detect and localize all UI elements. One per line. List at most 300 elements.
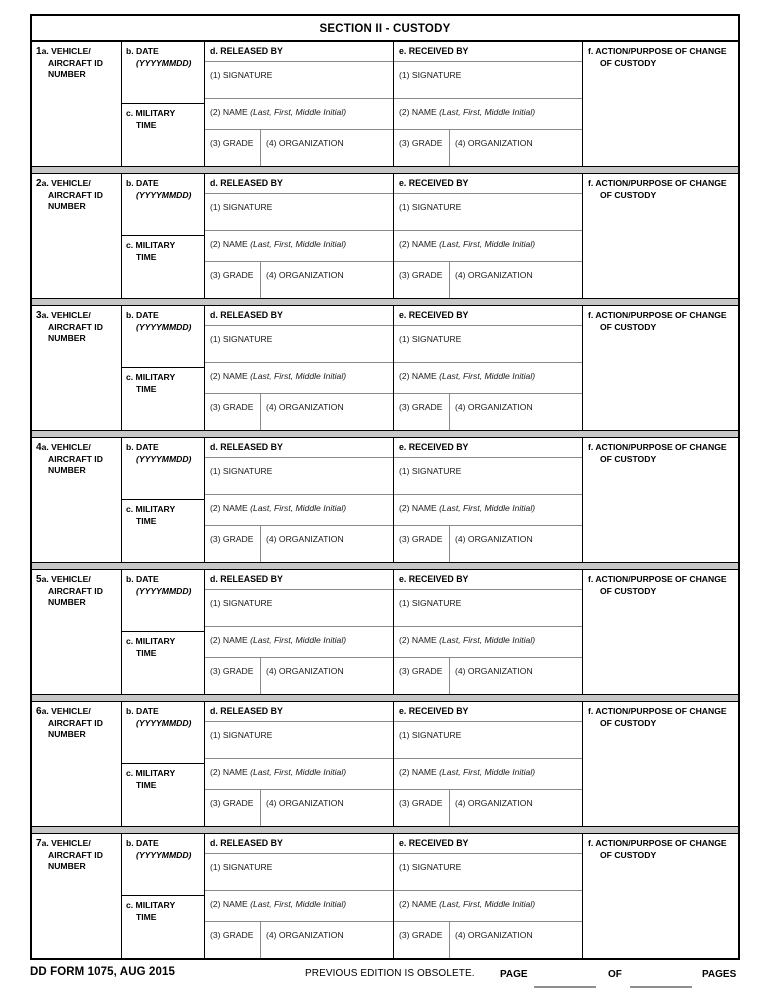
released-by-grade-org-row: [205, 130, 393, 166]
received-by-name-text: (2) NAME: [399, 899, 437, 909]
block-number: 2: [36, 178, 42, 189]
vehicle-id-label-line1: VEHICLE/: [51, 46, 91, 56]
received-by-grade-label: (3) GRADE: [399, 402, 443, 412]
released-by-grade-label: (3) GRADE: [210, 138, 254, 148]
received-by-name-cell[interactable]: [394, 627, 582, 658]
received-by-grade-org-row: [394, 922, 582, 958]
vehicle-id-label-line3: NUMBER: [48, 69, 86, 79]
released-by-grade-label: (3) GRADE: [210, 270, 254, 280]
released-by-grade-label: (3) GRADE: [210, 402, 254, 412]
released-by-organization-label: (4) ORGANIZATION: [266, 798, 344, 808]
released-by-signature-label: (1) SIGNATURE: [210, 70, 273, 80]
military-time-label: c. MILITARY: [126, 504, 176, 514]
received-by-organization-cell[interactable]: [450, 394, 582, 430]
received-by-organization-label: (4) ORGANIZATION: [455, 930, 533, 940]
received-by-grade-cell[interactable]: [394, 262, 450, 298]
received-by-organization-label: (4) ORGANIZATION: [455, 402, 533, 412]
released-by-name-label: [210, 767, 346, 777]
date-label: b. DATE: [126, 310, 159, 320]
received-by-organization-label: (4) ORGANIZATION: [455, 270, 533, 280]
released-by-organization-label: (4) ORGANIZATION: [266, 930, 344, 940]
vehicle-id-label-line2: AIRCRAFT ID: [48, 453, 103, 464]
released-by-grade-label: (3) GRADE: [210, 930, 254, 940]
received-by-signature-label: (1) SIGNATURE: [399, 466, 462, 476]
received-by-organization-label: (4) ORGANIZATION: [455, 138, 533, 148]
received-by-column: [394, 42, 583, 166]
received-by-grade-label: (3) GRADE: [399, 138, 443, 148]
received-by-column: [394, 702, 583, 826]
received-by-grade-org-row: [394, 790, 582, 826]
received-by-name-hint: (Last, First, Middle Initial): [439, 371, 536, 381]
released-by-column: [205, 834, 394, 958]
released-by-name-text: (2) NAME: [210, 899, 248, 909]
vehicle-id-label-line2: AIRCRAFT ID: [48, 849, 103, 860]
released-by-organization-label: (4) ORGANIZATION: [266, 138, 344, 148]
received-by-grade-label: (3) GRADE: [399, 534, 443, 544]
action-purpose-cell[interactable]: [583, 306, 738, 430]
received-by-grade-cell[interactable]: [394, 130, 450, 166]
received-by-grade-label: (3) GRADE: [399, 798, 443, 808]
military-time-cell[interactable]: [122, 500, 204, 562]
received-by-name-hint: (Last, First, Middle Initial): [439, 899, 536, 909]
section-title: SECTION II - CUSTODY: [32, 16, 738, 42]
date-time-column: [122, 42, 205, 166]
received-by-name-text: (2) NAME: [399, 371, 437, 381]
date-cell[interactable]: [122, 174, 204, 236]
action-purpose-label-line2: OF CUSTODY: [600, 717, 657, 728]
vehicle-id-label-line2: AIRCRAFT ID: [48, 321, 103, 332]
released-by-grade-org-row: [205, 262, 393, 298]
released-by-organization-cell[interactable]: [261, 526, 393, 562]
released-by-name-cell[interactable]: [205, 495, 393, 526]
released-by-column: [205, 306, 394, 430]
received-by-organization-cell[interactable]: [450, 790, 582, 826]
custody-block-3: [32, 306, 738, 430]
released-by-name-text: (2) NAME: [210, 503, 248, 513]
vehicle-id-label-line2: AIRCRAFT ID: [48, 189, 103, 200]
vehicle-id-label-line3: NUMBER: [48, 861, 86, 871]
released-by-signature-cell[interactable]: [205, 326, 393, 363]
released-by-signature-cell[interactable]: [205, 194, 393, 231]
military-time-label-line2: TIME: [136, 647, 157, 658]
released-by-name-cell[interactable]: [205, 759, 393, 790]
released-by-name-hint: (Last, First, Middle Initial): [250, 371, 347, 381]
released-by-grade-org-row: [205, 394, 393, 430]
previous-edition-label: PREVIOUS EDITION IS OBSOLETE.: [305, 968, 475, 979]
action-purpose-cell[interactable]: [583, 174, 738, 298]
released-by-name-cell[interactable]: [205, 231, 393, 262]
released-by-grade-cell[interactable]: [205, 658, 261, 694]
released-by-column: [205, 42, 394, 166]
date-cell[interactable]: [122, 42, 204, 104]
released-by-signature-label: (1) SIGNATURE: [210, 862, 273, 872]
released-by-heading: d. RELEASED BY: [205, 438, 393, 458]
received-by-name-label: [399, 767, 535, 777]
date-cell[interactable]: [122, 306, 204, 368]
released-by-grade-org-row: [205, 922, 393, 958]
custody-block-1: [32, 42, 738, 166]
released-by-name-text: (2) NAME: [210, 371, 248, 381]
date-label: b. DATE: [126, 46, 159, 56]
received-by-column: [394, 438, 583, 562]
block-number: 3: [36, 310, 42, 321]
received-by-organization-label: (4) ORGANIZATION: [455, 798, 533, 808]
military-time-label: c. MILITARY: [126, 900, 176, 910]
military-time-label: c. MILITARY: [126, 768, 176, 778]
received-by-grade-org-row: [394, 658, 582, 694]
date-label: b. DATE: [126, 838, 159, 848]
date-format-hint: (YYYYMMDD): [136, 189, 192, 200]
released-by-name-label: [210, 107, 346, 117]
date-format-hint: (YYYYMMDD): [136, 57, 192, 68]
received-by-signature-cell[interactable]: [394, 854, 582, 891]
received-by-heading: e. RECEIVED BY: [394, 438, 582, 458]
received-by-heading: e. RECEIVED BY: [394, 42, 582, 62]
vehicle-id-label-line3: NUMBER: [48, 201, 86, 211]
released-by-name-text: (2) NAME: [210, 107, 248, 117]
released-by-grade-cell[interactable]: [205, 130, 261, 166]
released-by-name-cell[interactable]: [205, 891, 393, 922]
vehicle-id-cell[interactable]: [32, 834, 122, 958]
received-by-name-text: (2) NAME: [399, 635, 437, 645]
block-separator: [32, 430, 738, 438]
released-by-column: [205, 570, 394, 694]
released-by-signature-cell[interactable]: [205, 590, 393, 627]
released-by-name-cell[interactable]: [205, 99, 393, 130]
released-by-grade-cell[interactable]: [205, 526, 261, 562]
received-by-name-cell[interactable]: [394, 99, 582, 130]
received-by-organization-cell[interactable]: [450, 130, 582, 166]
vehicle-id-cell[interactable]: [32, 570, 122, 694]
action-purpose-label-line1: f. ACTION/PURPOSE OF CHANGE: [588, 838, 727, 848]
released-by-grade-org-row: [205, 526, 393, 562]
vehicle-id-label-line1: VEHICLE/: [51, 178, 91, 188]
received-by-name-label: [399, 635, 535, 645]
date-time-column: [122, 306, 205, 430]
vehicle-id-label-line3: NUMBER: [48, 465, 86, 475]
released-by-grade-cell[interactable]: [205, 790, 261, 826]
released-by-grade-org-row: [205, 658, 393, 694]
block-separator: [32, 562, 738, 570]
military-time-cell[interactable]: [122, 632, 204, 694]
received-by-name-cell[interactable]: [394, 231, 582, 262]
released-by-column: [205, 174, 394, 298]
vehicle-id-cell[interactable]: [32, 438, 122, 562]
released-by-column: [205, 702, 394, 826]
vehicle-id-prefix: a.: [41, 574, 49, 584]
received-by-name-label: [399, 503, 535, 513]
released-by-organization-label: (4) ORGANIZATION: [266, 534, 344, 544]
received-by-heading: e. RECEIVED BY: [394, 834, 582, 854]
received-by-column: [394, 570, 583, 694]
received-by-grade-label: (3) GRADE: [399, 930, 443, 940]
date-format-hint: (YYYYMMDD): [136, 849, 192, 860]
released-by-grade-org-row: [205, 790, 393, 826]
received-by-signature-label: (1) SIGNATURE: [399, 334, 462, 344]
received-by-organization-cell[interactable]: [450, 262, 582, 298]
vehicle-id-label-line2: AIRCRAFT ID: [48, 717, 103, 728]
received-by-grade-cell[interactable]: [394, 790, 450, 826]
received-by-signature-cell[interactable]: [394, 62, 582, 99]
released-by-signature-label: (1) SIGNATURE: [210, 202, 273, 212]
vehicle-id-label-line3: NUMBER: [48, 333, 86, 343]
military-time-label: c. MILITARY: [126, 636, 176, 646]
date-time-column: [122, 438, 205, 562]
received-by-name-cell[interactable]: [394, 363, 582, 394]
released-by-organization-cell[interactable]: [261, 790, 393, 826]
released-by-grade-label: (3) GRADE: [210, 798, 254, 808]
received-by-signature-label: (1) SIGNATURE: [399, 598, 462, 608]
block-separator: [32, 166, 738, 174]
custody-block-4: [32, 438, 738, 562]
received-by-grade-cell[interactable]: [394, 526, 450, 562]
vehicle-id-label-line3: NUMBER: [48, 597, 86, 607]
received-by-signature-cell[interactable]: [394, 194, 582, 231]
received-by-organization-cell[interactable]: [450, 526, 582, 562]
received-by-name-hint: (Last, First, Middle Initial): [439, 635, 536, 645]
action-purpose-cell[interactable]: [583, 834, 738, 958]
released-by-heading: d. RELEASED BY: [205, 570, 393, 590]
custody-block-2: [32, 174, 738, 298]
action-purpose-label-line1: f. ACTION/PURPOSE OF CHANGE: [588, 442, 727, 452]
page-label: PAGE: [500, 969, 528, 980]
action-purpose-label-line1: f. ACTION/PURPOSE OF CHANGE: [588, 574, 727, 584]
released-by-name-label: [210, 239, 346, 249]
received-by-grade-cell[interactable]: [394, 922, 450, 958]
released-by-name-label: [210, 899, 346, 909]
action-purpose-label-line2: OF CUSTODY: [600, 849, 657, 860]
vehicle-id-label-line1: VEHICLE/: [51, 706, 91, 716]
vehicle-id-prefix: a.: [41, 46, 49, 56]
military-time-label-line2: TIME: [136, 911, 157, 922]
action-purpose-cell[interactable]: [583, 42, 738, 166]
released-by-grade-cell[interactable]: [205, 262, 261, 298]
action-purpose-cell[interactable]: [583, 438, 738, 562]
date-time-column: [122, 702, 205, 826]
vehicle-id-prefix: a.: [41, 706, 49, 716]
block-separator: [32, 694, 738, 702]
released-by-heading: d. RELEASED BY: [205, 174, 393, 194]
block-number: 1: [36, 46, 42, 57]
military-time-label: c. MILITARY: [126, 108, 176, 118]
vehicle-id-cell[interactable]: [32, 306, 122, 430]
received-by-name-text: (2) NAME: [399, 107, 437, 117]
received-by-name-label: [399, 239, 535, 249]
received-by-grade-org-row: [394, 130, 582, 166]
vehicle-id-prefix: a.: [41, 178, 49, 188]
released-by-signature-label: (1) SIGNATURE: [210, 598, 273, 608]
received-by-signature-cell[interactable]: [394, 458, 582, 495]
received-by-name-hint: (Last, First, Middle Initial): [439, 503, 536, 513]
vehicle-id-prefix: a.: [41, 838, 49, 848]
received-by-column: [394, 306, 583, 430]
received-by-name-cell[interactable]: [394, 759, 582, 790]
date-format-hint: (YYYYMMDD): [136, 453, 192, 464]
released-by-name-cell[interactable]: [205, 627, 393, 658]
vehicle-id-label-line1: VEHICLE/: [51, 310, 91, 320]
form-footer: [30, 966, 740, 1002]
pages-label: PAGES: [702, 969, 737, 980]
released-by-name-hint: (Last, First, Middle Initial): [250, 239, 347, 249]
released-by-organization-cell[interactable]: [261, 130, 393, 166]
received-by-signature-cell[interactable]: [394, 722, 582, 759]
action-purpose-label-line2: OF CUSTODY: [600, 321, 657, 332]
received-by-name-cell[interactable]: [394, 891, 582, 922]
military-time-cell[interactable]: [122, 764, 204, 826]
received-by-column: [394, 174, 583, 298]
received-by-name-text: (2) NAME: [399, 767, 437, 777]
released-by-grade-cell[interactable]: [205, 394, 261, 430]
vehicle-id-label-line3: NUMBER: [48, 729, 86, 739]
received-by-name-hint: (Last, First, Middle Initial): [439, 767, 536, 777]
military-time-label-line2: TIME: [136, 515, 157, 526]
military-time-cell[interactable]: [122, 896, 204, 958]
received-by-heading: e. RECEIVED BY: [394, 174, 582, 194]
date-cell[interactable]: [122, 570, 204, 632]
action-purpose-label-line2: OF CUSTODY: [600, 57, 657, 68]
action-purpose-label-line2: OF CUSTODY: [600, 585, 657, 596]
released-by-organization-label: (4) ORGANIZATION: [266, 402, 344, 412]
custody-block-6: [32, 702, 738, 826]
released-by-signature-cell[interactable]: [205, 458, 393, 495]
received-by-organization-label: (4) ORGANIZATION: [455, 534, 533, 544]
received-by-grade-cell[interactable]: [394, 658, 450, 694]
date-time-column: [122, 570, 205, 694]
released-by-name-text: (2) NAME: [210, 635, 248, 645]
released-by-organization-label: (4) ORGANIZATION: [266, 666, 344, 676]
military-time-label: c. MILITARY: [126, 372, 176, 382]
released-by-name-hint: (Last, First, Middle Initial): [250, 107, 347, 117]
released-by-heading: d. RELEASED BY: [205, 306, 393, 326]
released-by-signature-cell[interactable]: [205, 854, 393, 891]
military-time-label-line2: TIME: [136, 383, 157, 394]
released-by-name-label: [210, 635, 346, 645]
received-by-name-text: (2) NAME: [399, 503, 437, 513]
released-by-signature-label: (1) SIGNATURE: [210, 730, 273, 740]
released-by-signature-label: (1) SIGNATURE: [210, 334, 273, 344]
released-by-signature-cell[interactable]: [205, 62, 393, 99]
received-by-organization-label: (4) ORGANIZATION: [455, 666, 533, 676]
received-by-grade-org-row: [394, 262, 582, 298]
military-time-cell[interactable]: [122, 236, 204, 298]
of-label: OF: [608, 969, 622, 980]
military-time-label-line2: TIME: [136, 779, 157, 790]
custody-block-5: [32, 570, 738, 694]
form-frame: [30, 14, 740, 960]
released-by-organization-cell[interactable]: [261, 922, 393, 958]
date-cell[interactable]: [122, 834, 204, 896]
action-purpose-label-line1: f. ACTION/PURPOSE OF CHANGE: [588, 310, 727, 320]
block-separator: [32, 826, 738, 834]
released-by-organization-label: (4) ORGANIZATION: [266, 270, 344, 280]
released-by-organization-cell[interactable]: [261, 394, 393, 430]
received-by-name-text: (2) NAME: [399, 239, 437, 249]
received-by-heading: e. RECEIVED BY: [394, 702, 582, 722]
date-format-hint: (YYYYMMDD): [136, 717, 192, 728]
received-by-signature-label: (1) SIGNATURE: [399, 730, 462, 740]
released-by-name-cell[interactable]: [205, 363, 393, 394]
action-purpose-label-line2: OF CUSTODY: [600, 453, 657, 464]
received-by-signature-cell[interactable]: [394, 326, 582, 363]
custody-block-7: [32, 834, 738, 958]
action-purpose-cell[interactable]: [583, 570, 738, 694]
received-by-name-cell[interactable]: [394, 495, 582, 526]
date-cell[interactable]: [122, 438, 204, 500]
received-by-grade-label: (3) GRADE: [399, 270, 443, 280]
received-by-heading: e. RECEIVED BY: [394, 570, 582, 590]
military-time-cell[interactable]: [122, 104, 204, 166]
released-by-grade-label: (3) GRADE: [210, 534, 254, 544]
action-purpose-label-line1: f. ACTION/PURPOSE OF CHANGE: [588, 46, 727, 56]
received-by-name-hint: (Last, First, Middle Initial): [439, 107, 536, 117]
vehicle-id-label-line2: AIRCRAFT ID: [48, 57, 103, 68]
vehicle-id-cell[interactable]: [32, 174, 122, 298]
released-by-organization-cell[interactable]: [261, 658, 393, 694]
received-by-heading: e. RECEIVED BY: [394, 306, 582, 326]
date-format-hint: (YYYYMMDD): [136, 585, 192, 596]
form-number-label: DD FORM 1075, AUG 2015: [30, 966, 175, 978]
action-purpose-label-line1: f. ACTION/PURPOSE OF CHANGE: [588, 178, 727, 188]
released-by-grade-cell[interactable]: [205, 922, 261, 958]
vehicle-id-cell[interactable]: [32, 702, 122, 826]
vehicle-id-label-line1: VEHICLE/: [51, 838, 91, 848]
released-by-name-text: (2) NAME: [210, 239, 248, 249]
released-by-heading: d. RELEASED BY: [205, 42, 393, 62]
military-time-label: c. MILITARY: [126, 240, 176, 250]
block-number: 6: [36, 706, 42, 717]
date-label: b. DATE: [126, 574, 159, 584]
released-by-name-hint: (Last, First, Middle Initial): [250, 767, 347, 777]
action-purpose-label-line2: OF CUSTODY: [600, 189, 657, 200]
received-by-grade-org-row: [394, 394, 582, 430]
received-by-signature-cell[interactable]: [394, 590, 582, 627]
received-by-signature-label: (1) SIGNATURE: [399, 70, 462, 80]
received-by-grade-org-row: [394, 526, 582, 562]
released-by-signature-label: (1) SIGNATURE: [210, 466, 273, 476]
released-by-signature-cell[interactable]: [205, 722, 393, 759]
date-cell[interactable]: [122, 702, 204, 764]
action-purpose-cell[interactable]: [583, 702, 738, 826]
action-purpose-label-line1: f. ACTION/PURPOSE OF CHANGE: [588, 706, 727, 716]
received-by-signature-label: (1) SIGNATURE: [399, 862, 462, 872]
received-by-organization-cell[interactable]: [450, 922, 582, 958]
released-by-name-label: [210, 503, 346, 513]
vehicle-id-label-line1: VEHICLE/: [51, 574, 91, 584]
date-time-column: [122, 834, 205, 958]
military-time-cell[interactable]: [122, 368, 204, 430]
released-by-column: [205, 438, 394, 562]
date-label: b. DATE: [126, 178, 159, 188]
received-by-name-hint: (Last, First, Middle Initial): [439, 239, 536, 249]
total-pages-field[interactable]: [630, 986, 692, 988]
block-number: 7: [36, 838, 42, 849]
released-by-name-label: [210, 371, 346, 381]
released-by-name-text: (2) NAME: [210, 767, 248, 777]
received-by-grade-label: (3) GRADE: [399, 666, 443, 676]
released-by-name-hint: (Last, First, Middle Initial): [250, 899, 347, 909]
received-by-grade-cell[interactable]: [394, 394, 450, 430]
released-by-heading: d. RELEASED BY: [205, 702, 393, 722]
military-time-label-line2: TIME: [136, 251, 157, 262]
received-by-organization-cell[interactable]: [450, 658, 582, 694]
page-number-field[interactable]: [534, 986, 596, 988]
released-by-organization-cell[interactable]: [261, 262, 393, 298]
date-time-column: [122, 174, 205, 298]
received-by-name-label: [399, 899, 535, 909]
custody-blocks-container: [32, 42, 738, 958]
received-by-name-label: [399, 371, 535, 381]
vehicle-id-cell[interactable]: [32, 42, 122, 166]
